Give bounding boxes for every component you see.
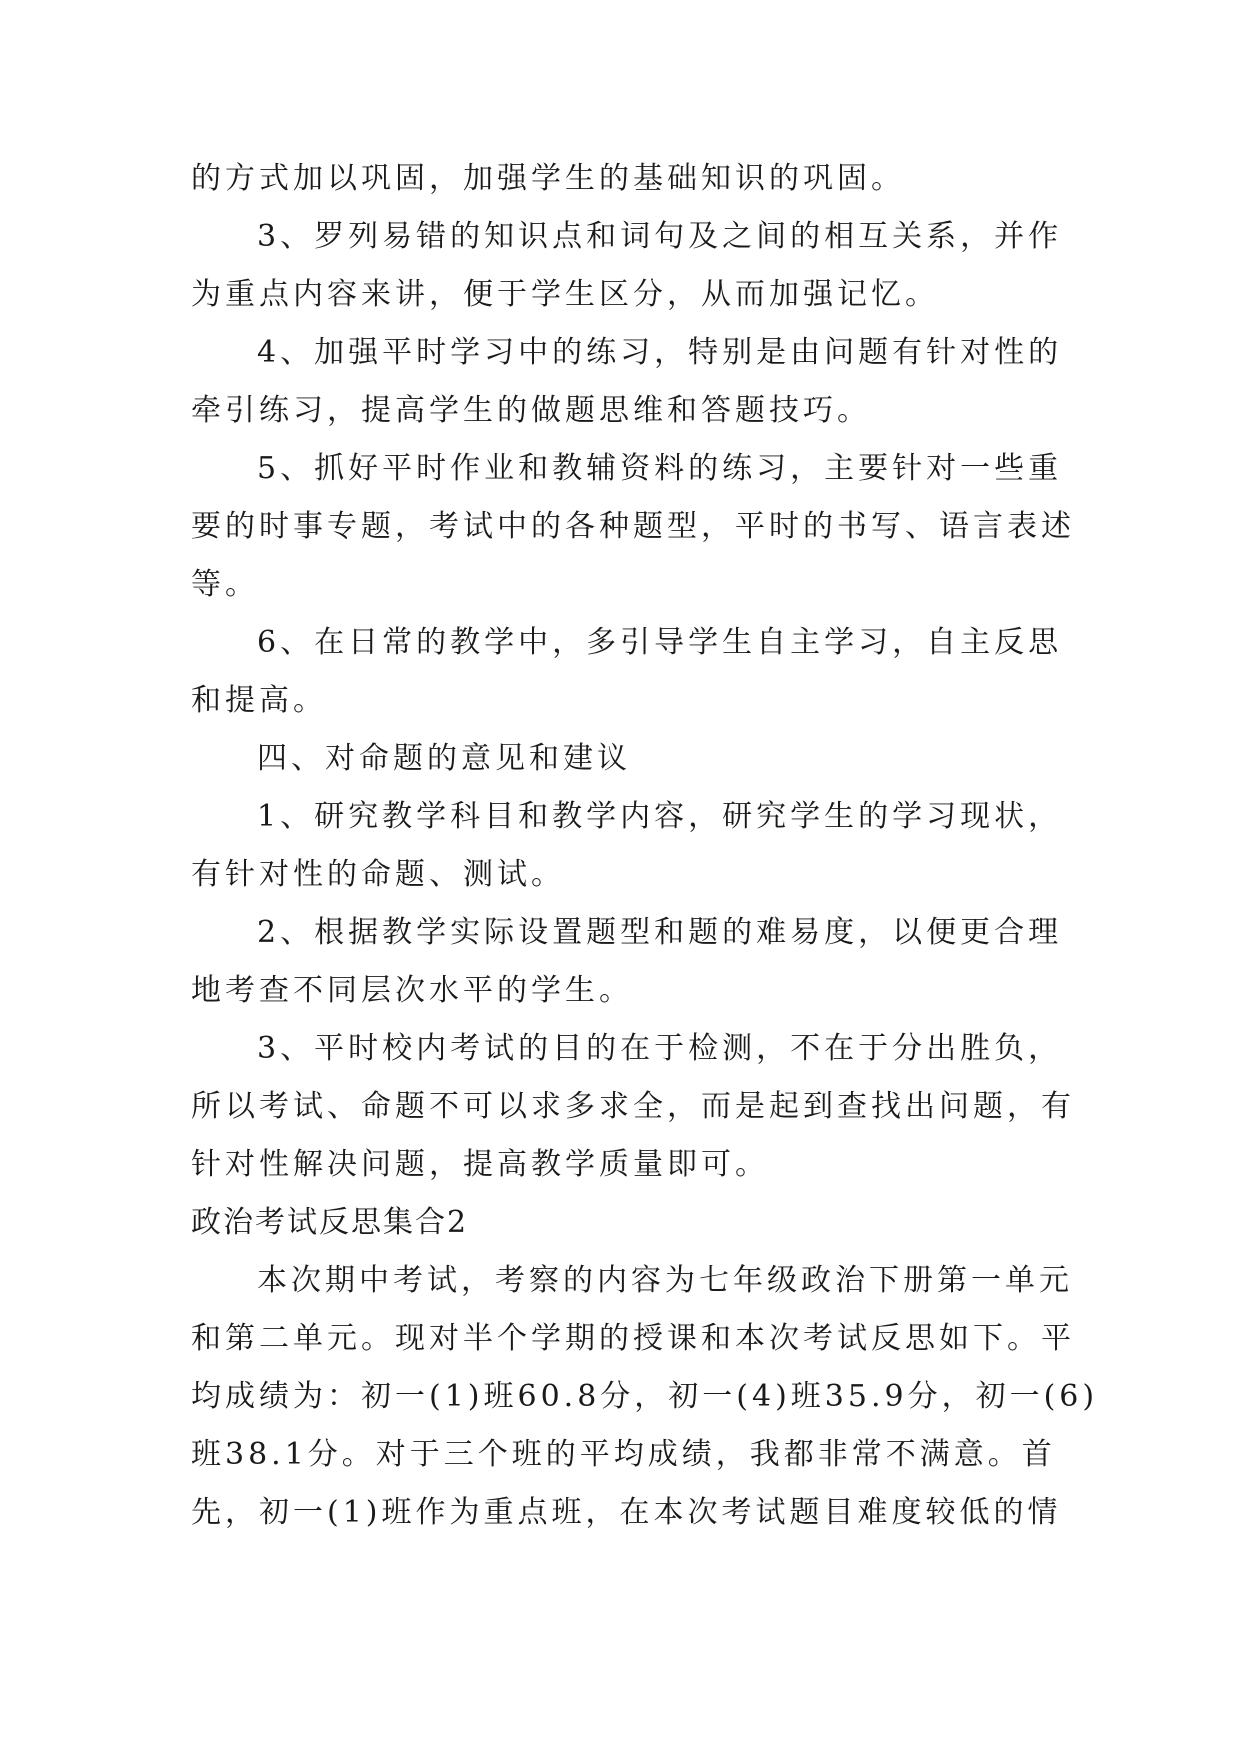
text-line-13: 有针对性的命题、测试。 [191, 857, 565, 892]
text-line-4: 4、加强平时学习中的练习，特别是由问题有针对性的 [257, 335, 1063, 370]
text-line-5: 牵引练习，提高学生的做题思维和答题技巧。 [191, 393, 871, 428]
text-line-12: 1、研究教学科目和教学内容，研究学生的学习现状， [257, 799, 1063, 834]
text-line-2: 3、罗列易错的知识点和词句及之间的相互关系，并作 [257, 219, 1063, 254]
article-title: 政治考试反思集合2 [191, 1205, 469, 1240]
text-line-17: 所以考试、命题不可以求多求全，而是起到查找出问题，有 [191, 1089, 1075, 1124]
text-line-22: 均成绩为：初一(1)班60.8分，初一(4)班35.9分，初一(6) [191, 1379, 1099, 1414]
document-page [191, 150, 1099, 1542]
text-line-14: 2、根据教学实际设置题型和题的难易度，以便更合理 [257, 915, 1063, 950]
text-line-9: 6、在日常的教学中，多引导学生自主学习，自主反思 [257, 625, 1063, 660]
text-line-24: 先，初一(1)班作为重点班，在本次考试题目难度较低的情 [191, 1495, 1062, 1530]
text-line-3: 为重点内容来讲，便于学生区分，从而加强记忆。 [191, 277, 939, 312]
text-line-23: 班38.1分。对于三个班的平均成绩，我都非常不满意。首 [191, 1437, 1056, 1472]
text-line-21: 和第二单元。现对半个学期的授课和本次考试反思如下。平 [191, 1321, 1075, 1356]
text-line-10: 和提高。 [191, 683, 327, 718]
text-line-6: 5、抓好平时作业和教辅资料的练习，主要针对一些重 [257, 451, 1063, 486]
text-line-7: 要的时事专题，考试中的各种题型，平时的书写、语言表述 [191, 509, 1075, 544]
text-line-15: 地考查不同层次水平的学生。 [191, 973, 633, 1008]
section-heading-4: 四、对命题的意见和建议 [257, 741, 631, 776]
text-line-20: 本次期中考试，考察的内容为七年级政治下册第一单元 [257, 1263, 1073, 1298]
text-line-8: 等。 [191, 567, 259, 602]
text-line-18: 针对性解决问题，提高教学质量即可。 [191, 1147, 769, 1182]
text-line-16: 3、平时校内考试的目的在于检测，不在于分出胜负， [257, 1031, 1063, 1066]
text-line-1: 的方式加以巩固，加强学生的基础知识的巩固。 [191, 161, 905, 196]
